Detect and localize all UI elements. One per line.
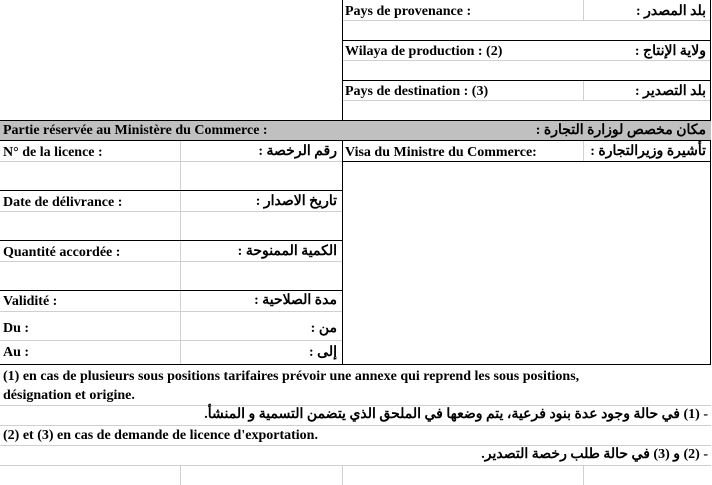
note2-ar: - (2) و (3) في حالة طلب رخصة التصدير. bbox=[481, 447, 708, 462]
top-inner-divider bbox=[583, 0, 584, 20]
visa-label-ar: تأشيرة وزيرالتجارة : bbox=[590, 144, 706, 159]
left-gridline bbox=[0, 211, 342, 212]
licence-number-label-ar: رقم الرخصة : bbox=[258, 144, 337, 159]
from-label-fr: Du : bbox=[3, 321, 30, 336]
notes-top-line bbox=[0, 364, 711, 365]
middle-right-border bbox=[710, 141, 711, 364]
notes-column bbox=[342, 465, 343, 485]
issue-date-label-ar: تاريخ الاصدار : bbox=[255, 194, 337, 209]
notes-column bbox=[180, 465, 181, 485]
ministry-header-ar: مكان مخصص لوزارة التجارة : bbox=[535, 123, 706, 138]
validity-label-fr: Validité : bbox=[3, 294, 58, 309]
from-label-ar: من : bbox=[310, 321, 337, 336]
note1-ar: - (1) في حالة وجود عدة بنود فرعية، يتم وضعها في الملحق الذي يتضمن التسمية و المنشأ. bbox=[204, 407, 708, 422]
top-gridline bbox=[343, 60, 710, 61]
visa-label-fr: Visa du Ministre du Commerce: bbox=[345, 145, 537, 160]
note1-fr-line1: (1) en cas de plusieurs sous positions tarifaires prévoir une annexe qui reprend les sous positions, bbox=[3, 369, 580, 384]
quantity-label-fr: Quantité accordée : bbox=[3, 245, 121, 260]
validity-label-ar: مدة الصلاحية : bbox=[254, 293, 337, 308]
quantity-label-ar: الكمية الممنوحة : bbox=[237, 244, 337, 259]
provenance-label-fr: Pays de provenance : bbox=[345, 4, 472, 19]
visa-signature-area bbox=[343, 162, 710, 364]
issue-date-label-fr: Date de délivrance : bbox=[3, 195, 123, 210]
left-inner-column bbox=[180, 141, 181, 364]
production-label-ar: ولاية الإنتاج : bbox=[634, 44, 706, 59]
to-label-fr: Au : bbox=[3, 345, 30, 360]
left-row-line bbox=[0, 190, 342, 191]
ministry-header-fr: Partie réservée au Ministère du Commerce : bbox=[3, 123, 268, 138]
left-gridline bbox=[0, 261, 342, 262]
note2-fr: (2) et (3) en cas de demande de licence d'exportation. bbox=[3, 428, 318, 443]
top-row-line bbox=[343, 80, 711, 81]
note1-fr-line2: désignation et origine. bbox=[3, 388, 135, 403]
header-bottom-line bbox=[0, 140, 711, 141]
visa-inner-column bbox=[583, 141, 584, 161]
left-row-line bbox=[0, 290, 342, 291]
header-top-line bbox=[0, 120, 711, 121]
notes-column bbox=[583, 465, 584, 485]
left-gridline bbox=[0, 340, 342, 341]
top-inner-divider bbox=[583, 80, 584, 100]
notes-gridline bbox=[0, 445, 711, 446]
left-gridline bbox=[0, 161, 342, 162]
top-right-border bbox=[710, 0, 711, 121]
top-gridline bbox=[343, 100, 710, 101]
destination-label-fr: Pays de destination : (3) bbox=[345, 84, 489, 99]
top-row-line bbox=[343, 40, 711, 41]
notes-gridline bbox=[0, 425, 711, 426]
licence-number-label-fr: N° de la licence : bbox=[3, 145, 103, 160]
destination-label-ar: بلد التصدير : bbox=[634, 84, 706, 99]
production-label-fr: Wilaya de production : (2) bbox=[345, 44, 503, 59]
provenance-label-ar: بلد المصدر : bbox=[635, 4, 706, 19]
notes-gridline bbox=[0, 465, 711, 466]
left-gridline bbox=[0, 311, 342, 312]
top-gridline bbox=[343, 20, 710, 21]
left-row-line bbox=[0, 240, 342, 241]
to-label-ar: إلى : bbox=[309, 345, 337, 360]
notes-gridline bbox=[0, 405, 711, 406]
